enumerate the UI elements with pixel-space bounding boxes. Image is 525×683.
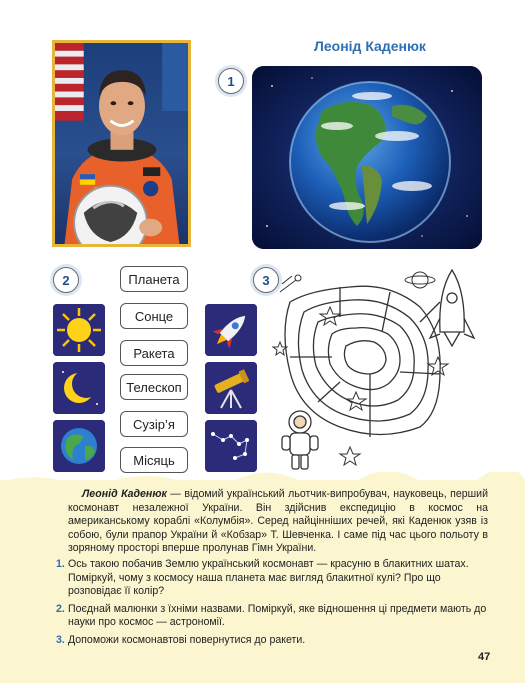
earth-icon[interactable] — [53, 420, 105, 472]
earth-from-space-image — [252, 66, 482, 249]
word-sun[interactable]: Сонце — [120, 303, 188, 329]
word-planet[interactable]: Планета — [120, 266, 188, 292]
space-maze[interactable] — [270, 262, 490, 477]
bio-name: Леонід Каденюк — [82, 488, 167, 500]
rocket-icon[interactable] — [205, 304, 257, 356]
sun-icon[interactable] — [53, 304, 105, 356]
page-number: 47 — [478, 651, 491, 663]
moon-icon[interactable] — [53, 362, 105, 414]
task-2 — [56, 602, 488, 630]
telescope-icon[interactable] — [205, 362, 257, 414]
task-number: 2. — [56, 602, 65, 615]
word-moon[interactable]: Місяць — [120, 447, 188, 473]
number-badge-3: 3 — [253, 267, 279, 293]
bio-paragraph — [68, 488, 488, 556]
constellation-icon[interactable] — [205, 420, 257, 472]
word-telescope[interactable]: Телескоп — [120, 374, 188, 400]
task-list — [56, 558, 488, 652]
bio-text: — відомий український льотчик-випробувач, науковець, перший космонавт незалежної України. Він здійснив експедицію в космос на американському кораблі «Колумбія». Серед найцінніших речей, які Каденюк узяв із собою, були прапор України й «Кобзар» Т. Шевченка. І саме під час цього польоту в зоряному просторі вперше пролунав Гімн України. — [68, 488, 488, 555]
task-text: Допоможи космонавтові повернутися до ракети. — [68, 633, 306, 646]
word-rocket[interactable]: Ракета — [120, 340, 188, 366]
astronaut-portrait — [52, 40, 191, 247]
task-number: 3. — [56, 633, 65, 646]
page-title: Леонід Каденюк — [314, 38, 426, 54]
number-badge-2: 2 — [53, 267, 79, 293]
number-badge-1: 1 — [218, 68, 244, 94]
task-text: Ось такою побачив Землю український космонавт — красуню в блакитних шатах. Поміркуй, чому з космосу наша планета має вигляд блакитної кулі? Про що розповідає її колір? — [68, 558, 469, 598]
task-text: Поєднай малюнки з їхніми назвами. Поміркуй, яке відношення ці предмети мають до науки про космос — астрономії. — [68, 602, 487, 629]
task-1 — [56, 558, 488, 599]
task-number: 1. — [56, 558, 65, 570]
word-constellation[interactable]: Сузір’я — [120, 411, 188, 437]
task-3 — [56, 633, 488, 648]
